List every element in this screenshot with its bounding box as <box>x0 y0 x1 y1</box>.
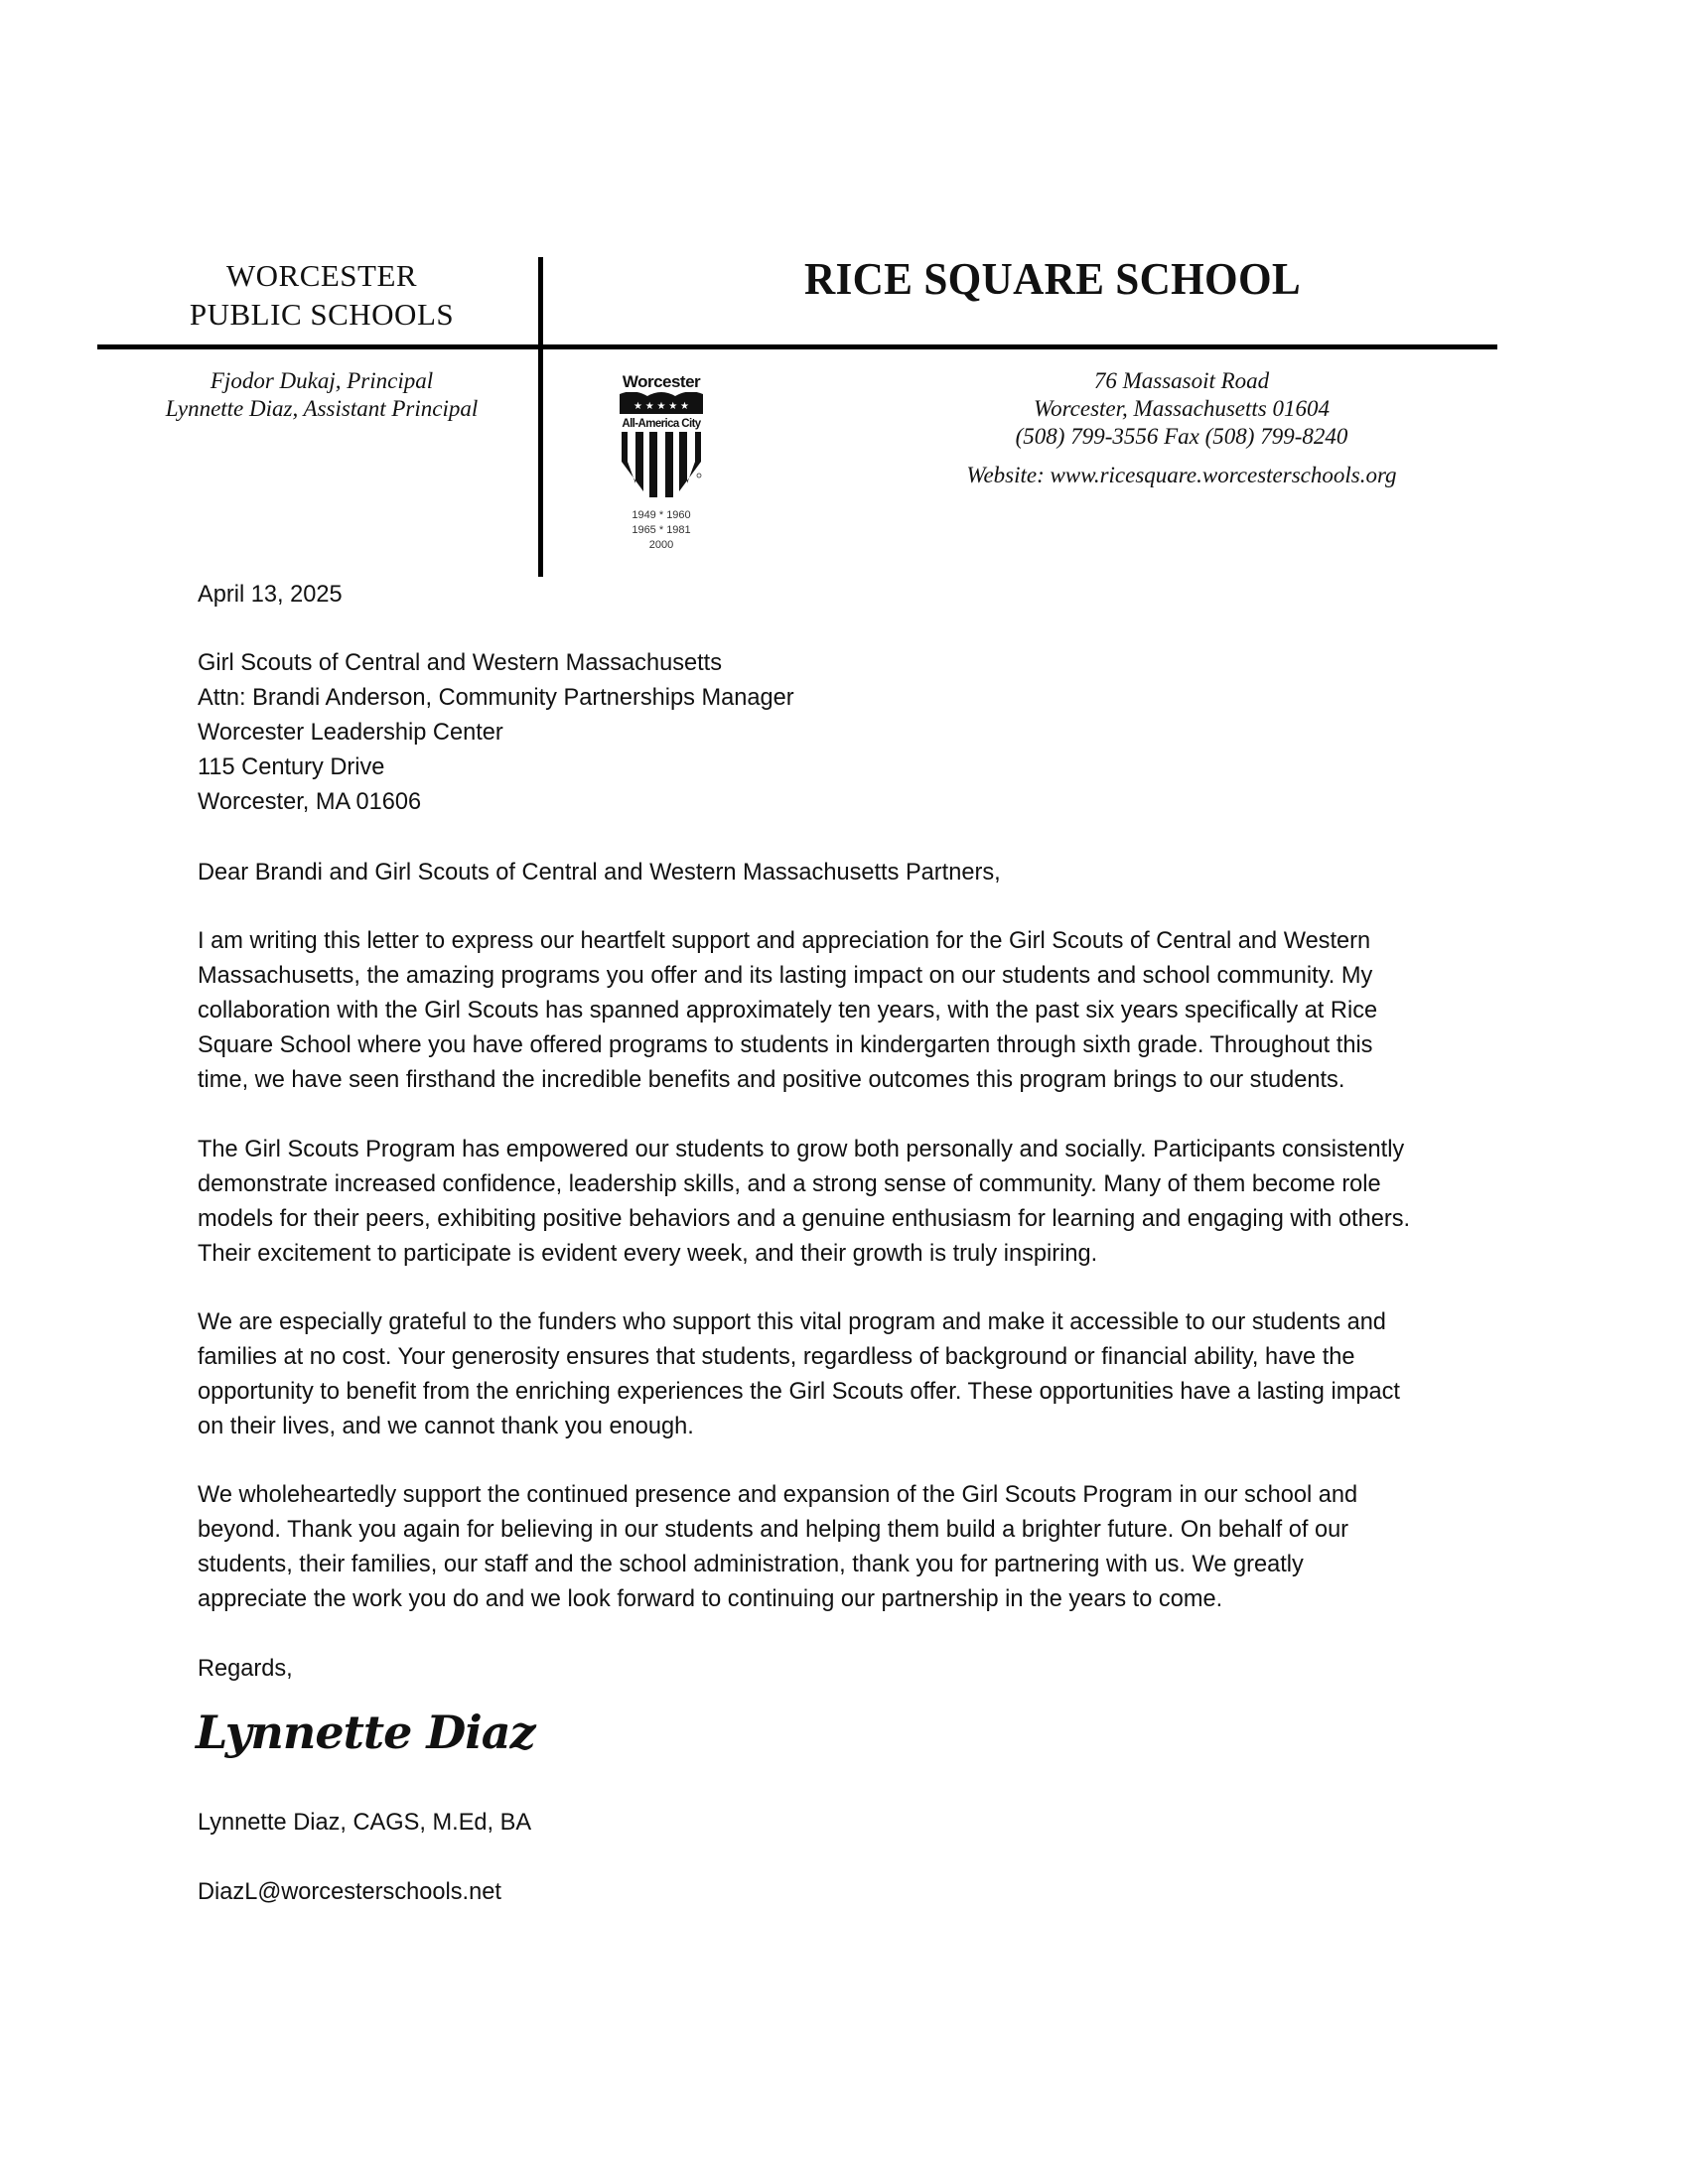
district-line-2: PUBLIC SCHOOLS <box>189 297 455 332</box>
svg-text:★ ★ ★ ★ ★: ★ ★ ★ ★ ★ <box>633 401 689 412</box>
phone-fax: (508) 799-3556 Fax (508) 799-8240 <box>1015 424 1348 449</box>
school-name: RICE SQUARE SCHOOL <box>803 253 1302 304</box>
logo-title: Worcester <box>622 372 701 391</box>
school-website[interactable]: Website: www.ricesquare.worcesterschools.org <box>966 463 1397 487</box>
paragraph-line: We wholeheartedly support the continued presence and expansion of the Girl Scouts Program in our school and <box>198 1482 1358 1508</box>
paragraph-3 <box>198 1305 1518 1444</box>
paragraph-1 <box>198 924 1518 1098</box>
paragraph-line: opportunity to benefit from the enriching experiences the Girl Scouts offer. These opportunities have a lasting impact <box>198 1379 1400 1405</box>
paragraph-line: Massachusetts, the amazing programs you offer and its lasting impact on our students and school community. My <box>198 963 1373 989</box>
logo-years-line-3: 2000 <box>648 539 674 551</box>
recipient-line: 115 Century Drive <box>198 754 385 780</box>
recipient-address <box>198 646 1518 820</box>
principal: Fjodor Dukaj, Principal <box>210 368 434 393</box>
signer-email[interactable]: DiazL@worcesterschools.net <box>198 1879 501 1905</box>
closing: Regards, <box>198 1656 293 1682</box>
administration-block <box>97 367 546 423</box>
recipient-line: Attn: Brandi Anderson, Community Partnerships Manager <box>198 685 794 711</box>
paragraph-line: models for their peers, exhibiting positive behaviors and a genuine enthusiasm for learning and engaging with others. <box>198 1206 1411 1232</box>
recipient-line: Worcester, MA 01606 <box>198 789 422 815</box>
paragraph-line: The Girl Scouts Program has empowered our students to grow both personally and socially. Participants consistently <box>198 1137 1405 1162</box>
address-line-1: 76 Massasoit Road <box>1093 368 1270 393</box>
district-line-1: WORCESTER <box>225 258 418 293</box>
paragraph-line: Their excitement to participate is evident every week, and their growth is truly inspiring. <box>198 1241 1098 1267</box>
paragraph-line: Square School where you have offered programs to students in kindergarten through sixth grade. Throughout this <box>198 1032 1373 1058</box>
school-address <box>894 367 1470 451</box>
logo-years-line-2: 1965 * 1981 <box>632 524 691 536</box>
paragraph-4 <box>198 1478 1518 1617</box>
recipient-line: Worcester Leadership Center <box>198 720 503 746</box>
paragraph-line: We are especially grateful to the funders who support this vital program and make it accessible to our students and <box>198 1309 1386 1335</box>
assistant-principal: Lynnette Diaz, Assistant Principal <box>165 396 479 421</box>
logo-years <box>614 508 709 553</box>
recipient-line: Girl Scouts of Central and Western Massachusetts <box>198 650 723 676</box>
svg-text:All-America City: All-America City <box>622 418 701 430</box>
paragraph-2 <box>198 1133 1518 1272</box>
paragraph-line: beyond. Thank you again for believing in our students and helping them build a brighter future. On behalf of our <box>198 1517 1349 1543</box>
paragraph-line: demonstrate increased confidence, leadership skills, and a strong sense of community. Many of them become role <box>198 1171 1381 1197</box>
paragraph-line: I am writing this letter to express our heartfelt support and appreciation for the Girl Scouts of Central and Western <box>198 928 1371 954</box>
logo-years-line-1: 1949 * 1960 <box>632 509 691 521</box>
district-name <box>97 256 546 334</box>
letterhead-horizontal-rule <box>97 344 1497 349</box>
salutation: Dear Brandi and Girl Scouts of Central and Western Massachusetts Partners, <box>198 860 1001 886</box>
handwritten-signature: Lynnette Diaz <box>196 1706 535 1759</box>
paragraph-line: time, we have seen firsthand the incredible benefits and positive outcomes this program brings to our students. <box>198 1067 1345 1093</box>
address-line-2: Worcester, Massachusetts 01604 <box>1034 396 1330 421</box>
all-america-city-logo <box>614 372 709 551</box>
paragraph-line: appreciate the work you do and we look forward to continuing our partnership in the years to come. <box>198 1586 1223 1612</box>
signer-name: Lynnette Diaz, CAGS, M.Ed, BA <box>198 1810 532 1836</box>
all-america-city-shield-icon <box>614 392 709 503</box>
letter-date: April 13, 2025 <box>198 582 343 608</box>
paragraph-line: students, their families, our staff and the school administration, thank you for partnering with us. We greatly <box>198 1552 1304 1577</box>
paragraph-line: collaboration with the Girl Scouts has spanned approximately ten years, with the past six years specifically at Rice <box>198 998 1378 1024</box>
paragraph-line: families at no cost. Your generosity ensures that students, regardless of background or financial ability, have the <box>198 1344 1355 1370</box>
paragraph-line: on their lives, and we cannot thank you enough. <box>198 1414 694 1439</box>
